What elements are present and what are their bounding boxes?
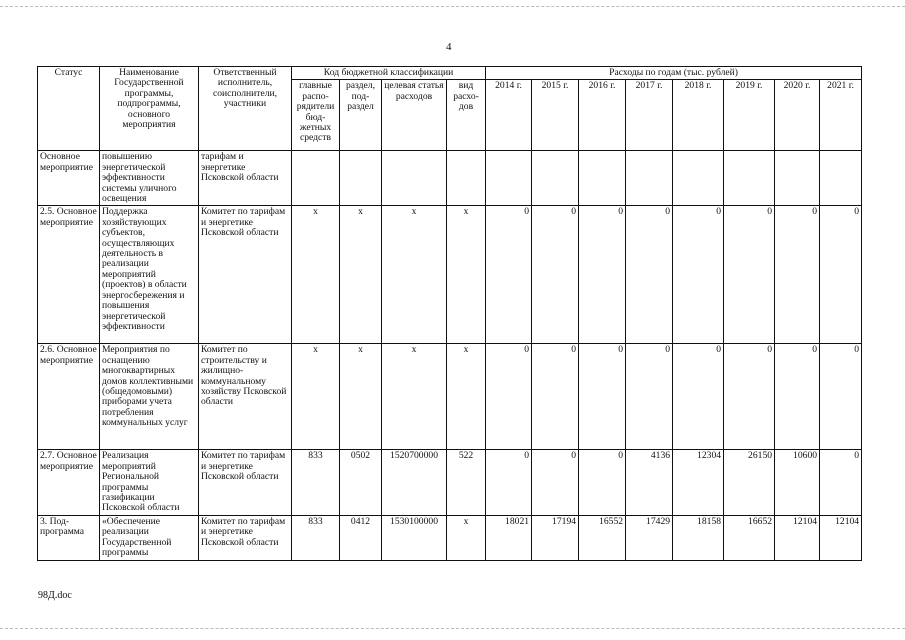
header-year-2014: 2014 г. bbox=[486, 80, 532, 151]
cell-status: 2.7. Основное мероприятие bbox=[38, 450, 100, 515]
cell-value-2021: 12104 bbox=[820, 515, 862, 560]
cell-value-2019 bbox=[724, 151, 775, 206]
header-year-2017: 2017 г. bbox=[626, 80, 673, 151]
cell-value-2021: 0 bbox=[820, 206, 862, 344]
table-row bbox=[38, 515, 862, 560]
cell-value-2015: 0 bbox=[532, 450, 579, 515]
cell-value-2021: 0 bbox=[820, 344, 862, 450]
cell-status: Основное мероприятие bbox=[38, 151, 100, 206]
header-row-main bbox=[38, 67, 862, 80]
header-year-2019: 2019 г. bbox=[724, 80, 775, 151]
cell-csr: x bbox=[382, 344, 447, 450]
cell-value-2018 bbox=[673, 151, 724, 206]
table-row bbox=[38, 151, 862, 206]
cell-vr: x bbox=[447, 344, 486, 450]
cell-responsible: Комитет по тарифам и энергетике Псковской области bbox=[199, 515, 292, 560]
cell-value-2016: 0 bbox=[579, 206, 626, 344]
header-grbs: главные распо- рядители бюд- жетных средств bbox=[292, 80, 340, 151]
header-vr: вид расхо- дов bbox=[447, 80, 486, 151]
cell-rzpr bbox=[340, 151, 382, 206]
cell-responsible: тарифам и энергетике Псковской области bbox=[199, 151, 292, 206]
cell-value-2018: 0 bbox=[673, 206, 724, 344]
cell-grbs bbox=[292, 151, 340, 206]
page-number: 4 bbox=[446, 41, 452, 53]
header-expenses: Расходы по годам (тыс. рублей) bbox=[486, 67, 862, 80]
cell-responsible: Комитет по тарифам и энергетике Псковской области bbox=[199, 206, 292, 344]
cell-value-2019: 0 bbox=[724, 344, 775, 450]
table-row bbox=[38, 206, 862, 344]
header-name: Наименование Государственной программы, подпрограммы, основного мероприятия bbox=[100, 67, 199, 151]
cell-value-2015: 17194 bbox=[532, 515, 579, 560]
cell-value-2020: 0 bbox=[775, 344, 820, 450]
header-responsible: Ответственный исполнитель, соисполнители, участники bbox=[199, 67, 292, 151]
cell-rzpr: x bbox=[340, 344, 382, 450]
cell-value-2019: 16652 bbox=[724, 515, 775, 560]
footer-filename: 98Д.doc bbox=[38, 590, 72, 601]
cell-value-2014: 0 bbox=[486, 450, 532, 515]
cell-name: Поддержка хозяйствующих субъектов, осуществляющих деятельность в реализации мероприятий (проектов) в области энергосбережения и повышения энергетической эффективности bbox=[100, 206, 199, 344]
cell-value-2018: 0 bbox=[673, 344, 724, 450]
header-rzpr: раздел, под- раздел bbox=[340, 80, 382, 151]
cell-value-2018: 18158 bbox=[673, 515, 724, 560]
cell-status: 2.6. Основное мероприятие bbox=[38, 344, 100, 450]
cell-rzpr: 0412 bbox=[340, 515, 382, 560]
cell-status: 3. Под- программа bbox=[38, 515, 100, 560]
cell-value-2017: 0 bbox=[626, 206, 673, 344]
header-year-2018: 2018 г. bbox=[673, 80, 724, 151]
cell-grbs: x bbox=[292, 206, 340, 344]
cell-rzpr: 0502 bbox=[340, 450, 382, 515]
cell-grbs: x bbox=[292, 344, 340, 450]
cell-name: «Обеспечение реализации Государственной программы bbox=[100, 515, 199, 560]
cell-vr: 522 bbox=[447, 450, 486, 515]
cell-grbs: 833 bbox=[292, 515, 340, 560]
header-status: Статус bbox=[38, 67, 100, 151]
header-year-2021: 2021 г. bbox=[820, 80, 862, 151]
cell-value-2020: 12104 bbox=[775, 515, 820, 560]
cell-vr: x bbox=[447, 206, 486, 344]
cell-name: Реализация мероприятий Региональной программы газификации Псковской области bbox=[100, 450, 199, 515]
header-year-2016: 2016 г. bbox=[579, 80, 626, 151]
cell-value-2014: 18021 bbox=[486, 515, 532, 560]
cell-value-2021 bbox=[820, 151, 862, 206]
cell-value-2016 bbox=[579, 151, 626, 206]
table-row bbox=[38, 344, 862, 450]
cell-name: Мероприятия по оснащению многоквартирных домов коллективными (общедомовыми) приборами учета потребления коммунальных услуг bbox=[100, 344, 199, 450]
cell-value-2020: 10600 bbox=[775, 450, 820, 515]
cell-value-2021: 0 bbox=[820, 450, 862, 515]
cell-rzpr: x bbox=[340, 206, 382, 344]
cell-value-2016: 16552 bbox=[579, 515, 626, 560]
cell-value-2017: 17429 bbox=[626, 515, 673, 560]
cell-value-2017 bbox=[626, 151, 673, 206]
cell-vr: x bbox=[447, 515, 486, 560]
cell-value-2016: 0 bbox=[579, 450, 626, 515]
cell-value-2020: 0 bbox=[775, 206, 820, 344]
header-csr: целевая статья расходов bbox=[382, 80, 447, 151]
cell-csr: x bbox=[382, 206, 447, 344]
cell-csr bbox=[382, 151, 447, 206]
header-year-2020: 2020 г. bbox=[775, 80, 820, 151]
cell-responsible: Комитет по тарифам и энергетике Псковской области bbox=[199, 450, 292, 515]
cell-status: 2.5. Основное мероприятие bbox=[38, 206, 100, 344]
header-year-2015: 2015 г. bbox=[532, 80, 579, 151]
cell-value-2017: 0 bbox=[626, 344, 673, 450]
cell-value-2014: 0 bbox=[486, 206, 532, 344]
cell-value-2015: 0 bbox=[532, 344, 579, 450]
budget-table bbox=[37, 66, 862, 561]
cell-value-2014: 0 bbox=[486, 344, 532, 450]
scan-edge-top bbox=[0, 0, 905, 7]
cell-value-2018: 12304 bbox=[673, 450, 724, 515]
cell-value-2014 bbox=[486, 151, 532, 206]
cell-value-2015: 0 bbox=[532, 206, 579, 344]
cell-vr bbox=[447, 151, 486, 206]
cell-value-2015 bbox=[532, 151, 579, 206]
cell-csr: 1530100000 bbox=[382, 515, 447, 560]
cell-csr: 1520700000 bbox=[382, 450, 447, 515]
cell-grbs: 833 bbox=[292, 450, 340, 515]
header-budget-code: Код бюджетной классификации bbox=[292, 67, 486, 80]
cell-responsible: Комитет по строительству и жилищно-коммунальному хозяйству Псковской области bbox=[199, 344, 292, 450]
scan-edge-bottom bbox=[0, 628, 905, 630]
cell-value-2016: 0 bbox=[579, 344, 626, 450]
cell-name: повышению энергетической эффективности системы уличного освещения bbox=[100, 151, 199, 206]
cell-value-2019: 0 bbox=[724, 206, 775, 344]
table-row bbox=[38, 450, 862, 515]
cell-value-2019: 26150 bbox=[724, 450, 775, 515]
cell-value-2017: 4136 bbox=[626, 450, 673, 515]
cell-value-2020 bbox=[775, 151, 820, 206]
